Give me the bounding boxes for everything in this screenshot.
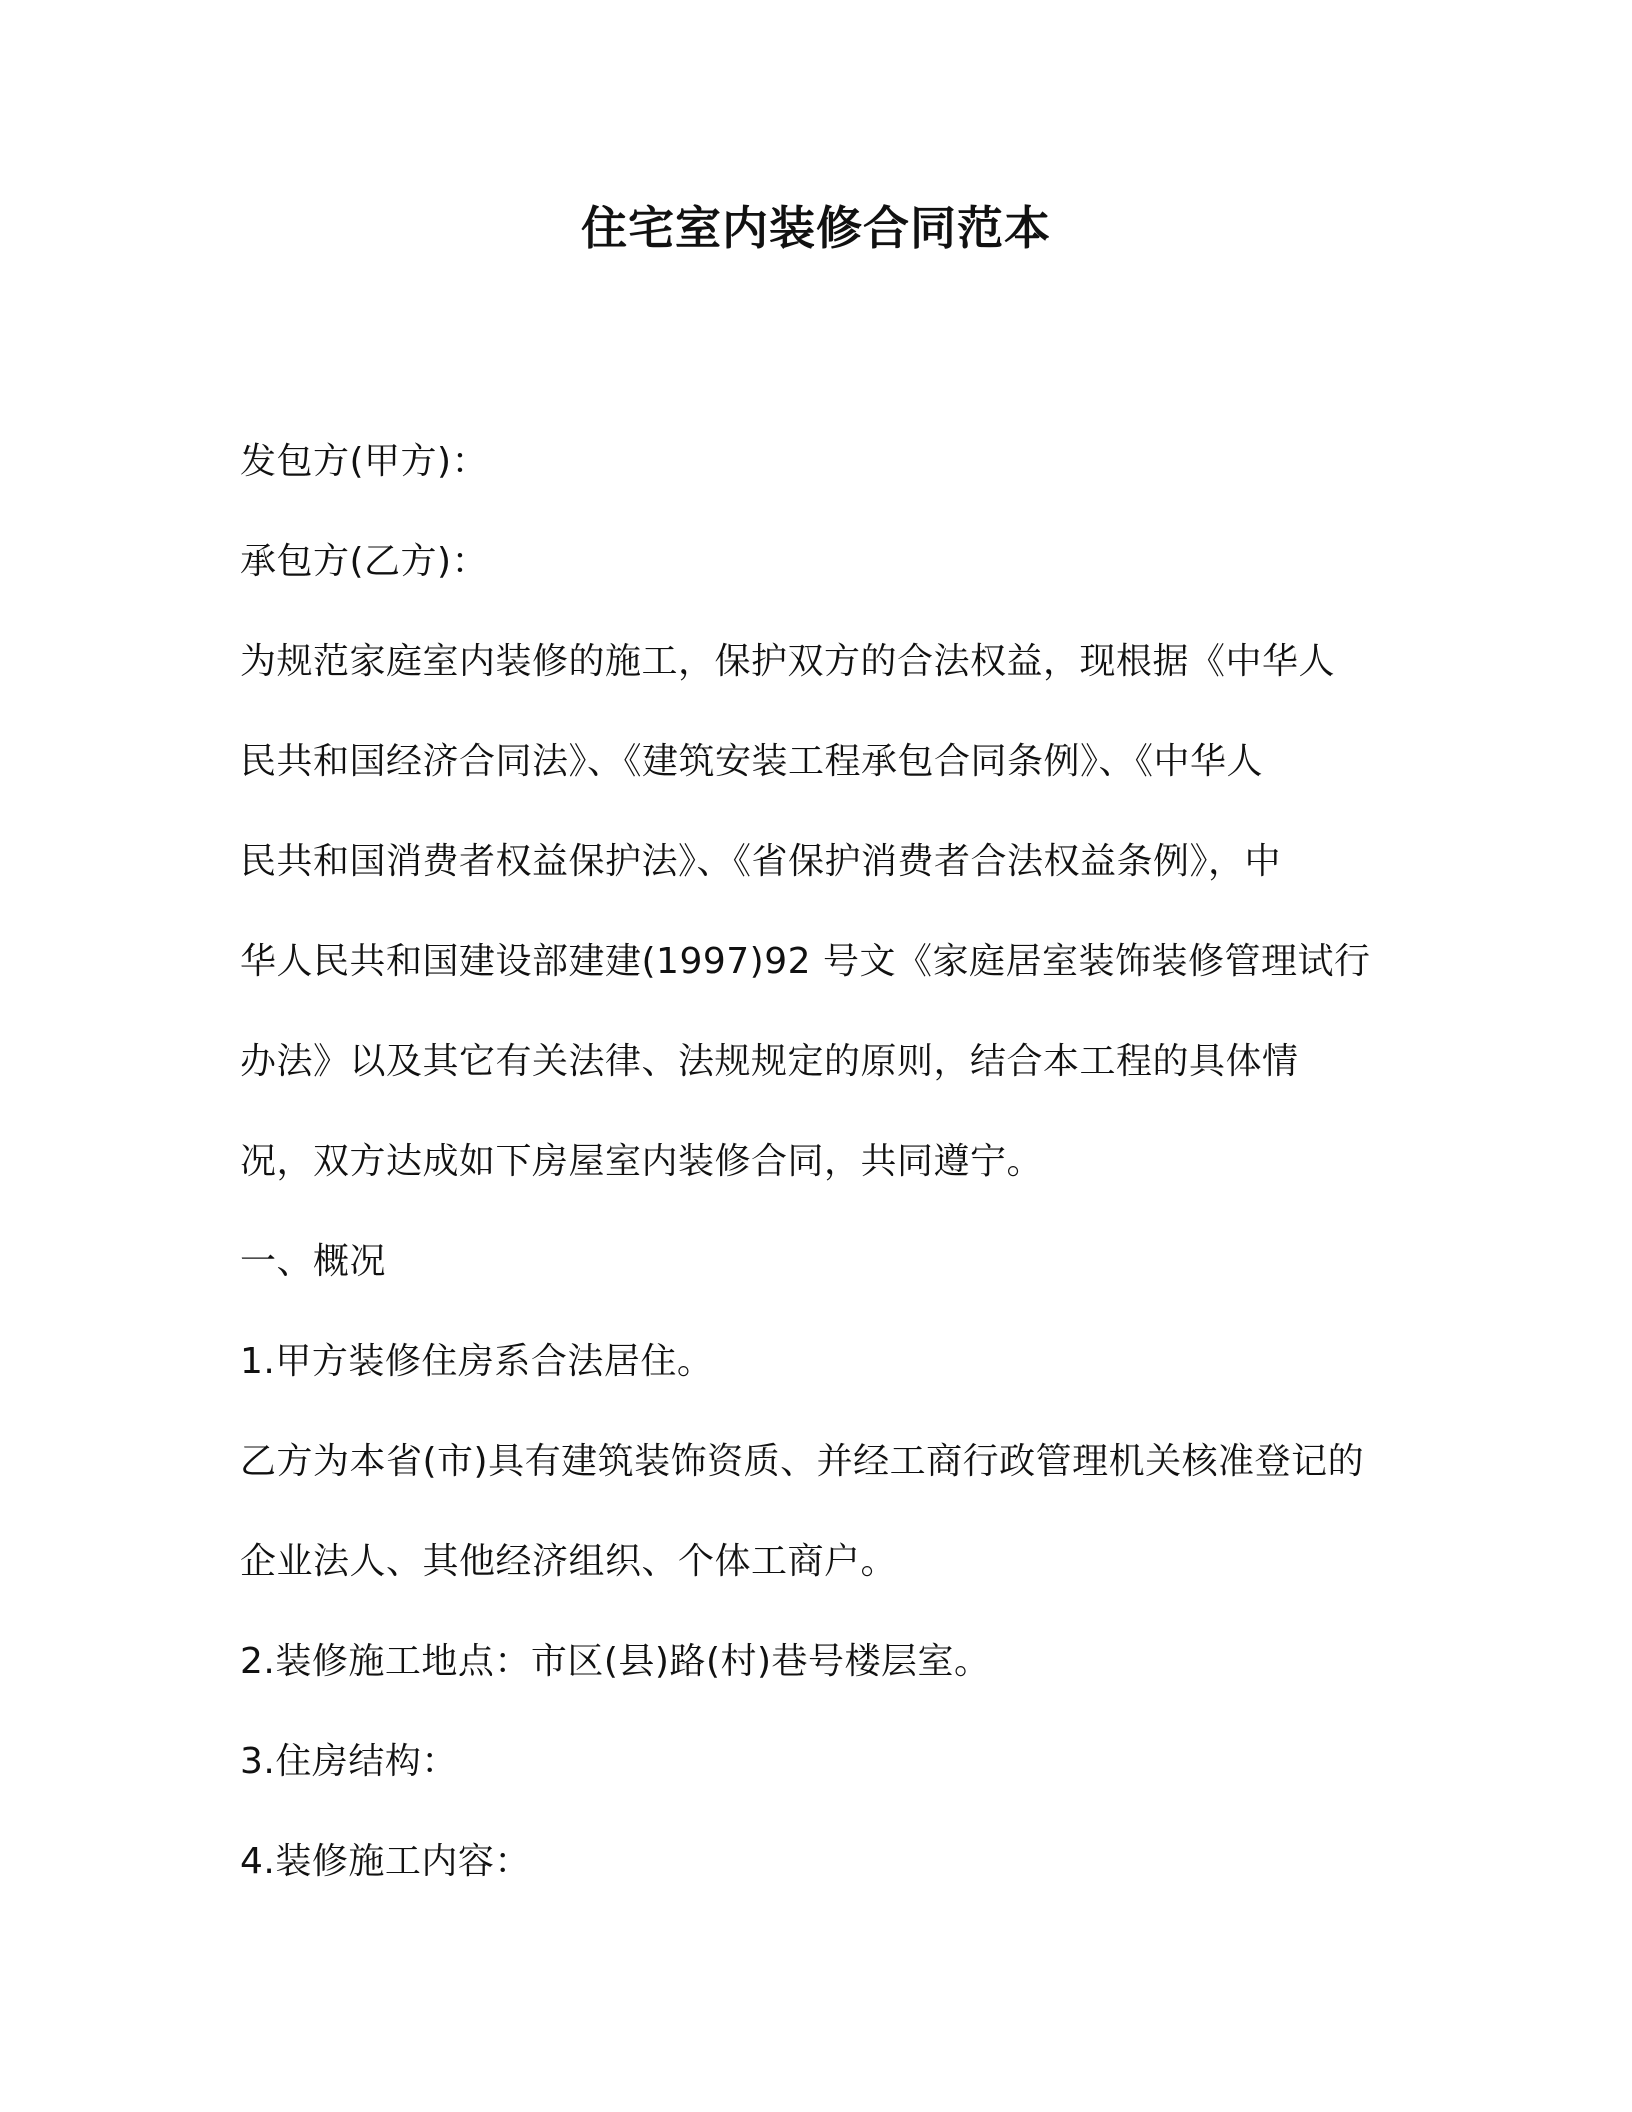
document-body: [240, 412, 1410, 1912]
clause-4: 4.装修施工内容：: [240, 1841, 531, 1882]
clause-1: 1.甲方装修住房系合法居住。: [240, 1341, 714, 1382]
clause-2: 2.装修施工地点：市区(县)路(村)巷号楼层室。: [240, 1641, 991, 1682]
document-title: 住宅室内装修合同范本: [581, 201, 1051, 255]
preamble-line-5: 办法》以及其它有关法律、法规规定的原则，结合本工程的具体情: [240, 1041, 1299, 1082]
preamble-line-1: 为规范家庭室内装修的施工，保护双方的合法权益，现根据《中华人: [240, 641, 1336, 682]
party-b-line: 承包方(乙方)：: [240, 541, 489, 582]
clause-3: 3.住房结构：: [240, 1741, 458, 1782]
preamble-line-3: 民共和国消费者权益保护法》、《省保护消费者合法权益条例》，中: [240, 841, 1282, 882]
clause-1-continued-line-1: 乙方为本省(市)具有建筑装饰资质、并经工商行政管理机关核准登记的: [240, 1441, 1365, 1482]
preamble-line-4: 华人民共和国建设部建建(1997)92 号文《家庭居室装饰装修管理试行: [240, 941, 1371, 982]
section-heading-overview: 一、概况: [240, 1241, 387, 1282]
preamble-line-6: 况，双方达成如下房屋室内装修合同，共同遵宁。: [240, 1141, 1044, 1182]
preamble-line-2: 民共和国经济合同法》、《建筑安装工程承包合同条例》、《中华人: [240, 741, 1264, 782]
party-a-line: 发包方(甲方)：: [240, 441, 489, 482]
clause-1-continued-line-2: 企业法人、其他经济组织、个体工商户。: [240, 1541, 898, 1582]
